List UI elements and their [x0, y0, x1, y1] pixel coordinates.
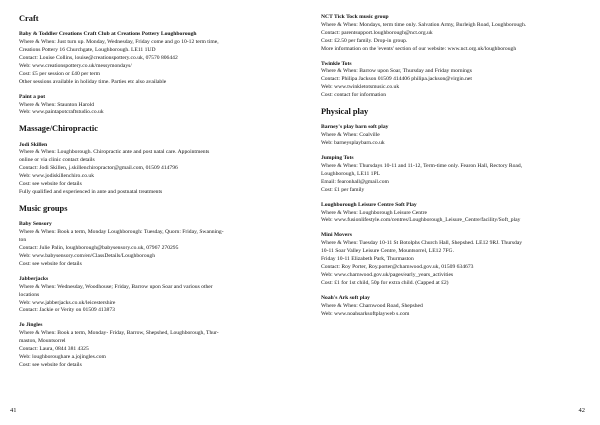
listing-detail-line: Web: www.twinkletotsmusic.co.uk: [321, 84, 400, 91]
listing-detail-line: Web: www.noahsarksoftplayweb s.com: [321, 310, 410, 317]
listing-detail-line: Where & When: Mondays, term time only. Salvation Army, Burleigh Road, Loughborough.: [321, 21, 527, 28]
listing-title: Noah's Ark soft play: [321, 294, 370, 301]
listing-detail-line: Email: fearonhall@gmail.com: [321, 178, 389, 185]
listing-detail-line: Web: www.jodiskillenchiro.co.uk: [19, 173, 94, 180]
listing-entry: [19, 94, 291, 118]
listing-title: NCT Tick Tock music group: [321, 14, 389, 20]
listing-detail-line: Web: loughboroughare a.jojingles.com: [19, 354, 106, 361]
listing-entry: [321, 61, 587, 101]
listing-detail-line: Cost: £1 per family: [321, 186, 365, 193]
listing-detail-line: locations: [19, 291, 40, 298]
listing-title: Baby & Toddler Creations Craft Club at Creations Pottery Loughborough: [19, 31, 197, 38]
listing-detail-line: Contact: Jackie or Verity on 01509 413873: [19, 307, 115, 314]
listing-detail-line: Web: www.fusionlifestyle.com/centres/Loughborough_Leisure_Centre/facility/Soft_play: [321, 217, 521, 224]
listing-detail-line: Web: www.charnwood.gov.uk/pages/early_years_activities: [321, 271, 454, 278]
listing-entry: [19, 31, 291, 86]
listing-detail-line: Where & When: Staunton Harold: [19, 101, 95, 108]
listing-title: Jumping Tots: [321, 155, 354, 162]
listing-title: Jabberjacks: [19, 275, 49, 282]
section-heading-physical-play: Physical play: [321, 107, 369, 117]
listing-detail-line: Loughborough, LE11 1PL: [321, 170, 380, 177]
listing-detail-line: Cost: see website for details: [19, 361, 82, 368]
listing-entry: [321, 202, 587, 226]
listing-detail-line: Contact: Julie Palin, loughborough@babysensory.co.uk, 07967 270295: [19, 245, 179, 252]
listing-detail-line: Contact: Jodi Skillen, j.skillenchiropractor@gmail.com, 01509 414796: [19, 165, 178, 172]
listing-detail-line: Where & When: Barrow upon Soar, Thursday and Friday mornings: [321, 68, 472, 75]
left-column: [19, 14, 291, 377]
listing-detail-line: Contact: Philipa Jackson 01509 414406 philipa.jackson@virgin.net: [321, 76, 472, 83]
right-page: [300, 0, 600, 425]
listing-detail-line: Web: www.paintapotcraftstudio.co.uk: [19, 109, 104, 116]
listing-title: Baby Sensory: [19, 221, 52, 228]
listing-title: Barney's play barn soft play: [321, 124, 389, 131]
listing-detail-line: Cost: £5 per session or £40 per term: [19, 70, 100, 77]
listing-detail-line: Where & When: Wednesday, Woodhouse; Friday, Barrow upon Soar and various other: [19, 283, 213, 290]
listing-title: Twinkle Tots: [321, 60, 352, 67]
listing-detail-line: More information on the 'events' section of our website: www.nct.org.uk/loughborough: [321, 45, 517, 52]
listing-detail-line: Where & When: Charnwood Road, Shepshed: [321, 302, 423, 309]
listing-title: Jodi Skillen: [19, 141, 48, 148]
listing-detail-line: Where & When: Tuesday 10-11 St Botolphs Church Hall, Shepshed. LE12 9RJ. Thursday: [321, 240, 523, 247]
listing-detail-line: Fully qualified and experienced in ante and postnatal treatments: [19, 189, 163, 196]
listing-detail-line: online or via clinic contact details: [19, 157, 95, 164]
listing-detail-line: Web: www.babysensory.com/en/ClassDetails/Loughborough: [19, 252, 156, 259]
page-number-right: 42: [578, 407, 585, 414]
listing-detail-line: Where & When: Loughborough Leisure Centre: [321, 209, 427, 216]
listing-detail-line: ton: [19, 237, 27, 244]
listing-detail-line: Where & When: Coalville: [321, 132, 380, 139]
listing-entry: [19, 276, 291, 316]
listing-entry: [321, 155, 587, 195]
listing-title: Mini Movers: [321, 232, 352, 239]
listing-detail-line: Contact: Louise Collins, louise@creationspottery.co.uk, 07570 806442: [19, 54, 178, 61]
listing-detail-line: Web: www.creationspottery.co.uk/messymondays/: [19, 62, 132, 69]
section-heading-craft: Craft: [19, 14, 39, 23]
listing-detail-line: Cost: £2.50 per family. Drop-in group.: [321, 37, 408, 44]
listing-detail-line: 10-11 Soar Valley Leisure Centre, Mountsorrel, LE12 7FG.: [321, 248, 454, 255]
listing-entry: [321, 124, 587, 148]
listing-detail-line: Where & When: Thursdays 10-11 and 11-12, Term-time only. Fearon Hall, Rectory Road,: [321, 162, 523, 169]
listing-title: Paint a pot: [19, 93, 46, 100]
listing-detail-line: Contact: Laura, 0844 381 4325: [19, 346, 89, 353]
listing-detail-line: Friday 10-11 Elizabeth Park, Thurmaston: [321, 256, 414, 263]
listing-detail-line: Web: www.jabberjacks.co.uk/leicestershire: [19, 299, 116, 306]
listing-entry: [321, 232, 587, 287]
page-number-left: 41: [10, 407, 17, 414]
listing-title: Jo Jingles: [19, 322, 43, 329]
listing-detail-line: Contact: Roy Porter, Roy.porter@charnwood.gov.uk, 01509 634673: [321, 264, 474, 271]
section-heading-massage-chiropractic: Massage/Chiropractic: [19, 124, 98, 134]
listing-title: Loughborough Leisure Centre Soft Play: [321, 201, 417, 208]
listing-entry: [19, 142, 291, 197]
listing-entry: [19, 221, 291, 269]
listing-entry: [321, 295, 587, 319]
listing-detail-line: maston, Mountsorrel: [19, 338, 66, 345]
listing-detail-line: Where & When: Loughborough. Chiropractic ante and post natal care. Appointments: [19, 149, 210, 156]
listing-detail-line: Cost: see website for details: [19, 181, 82, 188]
listing-entry: [321, 14, 587, 54]
listing-entry: [19, 322, 291, 370]
listing-detail-line: Where & When: Book a term, Monday Loughborough: Tuesday, Quorn: Friday, Swanning-: [19, 229, 224, 236]
listing-detail-line: Cost: £1 for 1st child, 50p for extra child. (Capped at £2): [321, 279, 449, 286]
listing-detail-line: Creations Pottery 16 Churchgate, Loughborough. LE11 1UD: [19, 47, 156, 53]
listing-detail-line: Web: barneysplaybarn.co.uk: [321, 140, 385, 147]
right-column: [321, 14, 587, 326]
listing-detail-line: Other sessions available in holiday time. Parties etc also available: [19, 78, 167, 85]
listing-detail-line: Where & When: Book a term, Monday- Friday, Barrow, Shepshed, Loughborough, Thur-: [19, 330, 219, 337]
listing-detail-line: Cost: contact for information: [321, 92, 387, 99]
listing-detail-line: Contact: parentsupport.loughborough@nct.org.uk: [321, 29, 433, 36]
listing-detail-line: Cost: see website for details: [19, 260, 82, 267]
listing-detail-line: Where & When: Just turn up. Monday, Wednesday, Friday come and go 10-12 term time,: [19, 39, 219, 46]
section-heading-music-groups: Music groups: [19, 204, 68, 214]
